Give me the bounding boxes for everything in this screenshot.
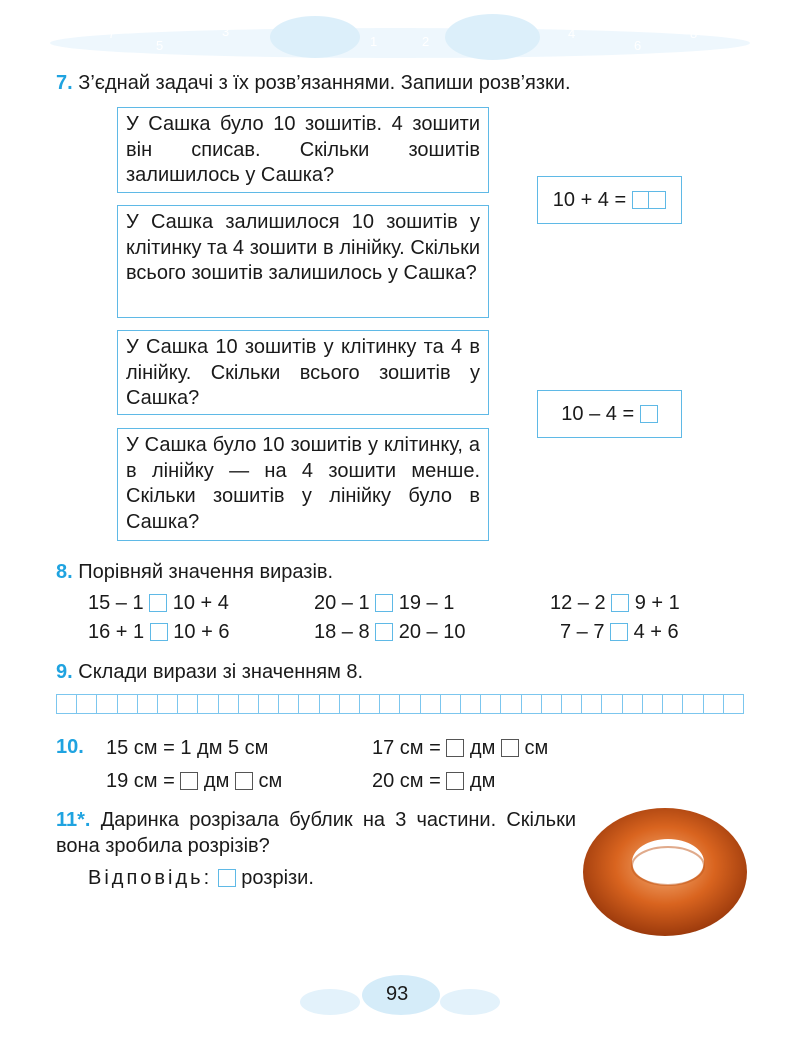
answer-box[interactable] [640,405,658,423]
header-digit: 5 [156,38,164,53]
solution-expression: 10 – 4 = [561,402,635,425]
answer-box[interactable] [218,869,236,887]
task8-heading [56,559,333,585]
answer-box[interactable] [648,191,666,209]
header-decoration [50,8,750,68]
header-digit: 1 [370,34,378,49]
problem-card-2[interactable] [117,205,489,318]
header-digit: 8 [690,26,698,41]
page-number: 93 [386,983,409,1005]
header-digit: 0 [396,16,404,31]
header-digit: 4 [568,26,576,41]
solution-card-1[interactable] [537,176,682,224]
unit-expression: 17 см = дм см [372,737,549,759]
answer-grid[interactable] [56,694,744,714]
task7-heading [56,70,571,96]
task9-number: 9. [56,661,73,683]
task11-text [56,807,576,859]
task8-number: 8. [56,561,73,583]
problem-text: У Сашка 10 зошитів у клітинку та 4 в лінійку. Скільки всього зошитів у Сашка? [126,336,480,409]
task7-number: 7. [56,72,73,94]
task11-answer: Відповідь: розрізи. [88,867,314,889]
answer-box[interactable] [235,772,253,790]
task11-number: 11*. [56,809,91,831]
answer-box[interactable] [501,739,519,757]
header-digit: 3 [222,24,230,39]
bagel-illustration [580,800,750,940]
problem-card-3[interactable] [117,330,489,415]
header-digit: 6 [634,38,642,53]
unit-expression: 15 см = 1 дм 5 см [106,737,269,759]
problem-card-4[interactable] [117,428,489,541]
compare-box[interactable] [610,623,628,641]
header-digit: 2 [422,34,430,49]
answer-box[interactable] [446,739,464,757]
compare-expression: 18 – 8 20 – 10 [314,621,466,643]
unit-expression: 19 см = дм см [106,770,283,792]
problem-card-1[interactable] [117,107,489,193]
answer-box[interactable] [446,772,464,790]
problem-text: У Сашка залишилося 10 зошитів у клітинку та 4 зошити в лінійку. Скільки всього зошитів залишилось у Сашка? [126,211,480,284]
answer-box[interactable] [180,772,198,790]
compare-expression: 20 – 1 19 – 1 [314,592,455,614]
compare-expression: 7 – 7 4 + 6 [560,621,679,643]
task7-title: З’єднай задачі з їх розв’язаннями. Запиши розв’язки. [78,72,571,94]
compare-box[interactable] [149,594,167,612]
header-digit: 7 [108,26,116,41]
task11-question: Даринка розрізала бублик на 3 частини. Скільки вона зробила розрізів? [56,809,576,857]
unit-expression: 20 см = дм [372,770,496,792]
task9-title: Склади вирази зі значенням 8. [78,661,364,683]
task8-title: Порівняй значення виразів. [78,561,334,583]
problem-text: У Сашка було 10 зошитів у клітинку, а в лінійку — на 4 зошити менше. Скільки зошитів у лінійку було в Сашка? [126,434,480,533]
compare-box[interactable] [375,623,393,641]
task10-number: 10. [56,736,84,758]
answer-box[interactable] [632,191,650,209]
solution-card-2[interactable] [537,390,682,438]
compare-expression: 16 + 1 10 + 6 [88,621,230,643]
task9-heading [56,659,363,685]
compare-box[interactable] [611,594,629,612]
compare-expression: 12 – 2 9 + 1 [550,592,680,614]
solution-expression: 10 + 4 = [552,188,627,211]
compare-box[interactable] [375,594,393,612]
problem-text: У Сашка було 10 зошитів. 4 зошити він списав. Скільки зошитів залишилось у Сашка? [126,113,480,186]
compare-expression: 15 – 1 10 + 4 [88,592,229,614]
compare-box[interactable] [150,623,168,641]
